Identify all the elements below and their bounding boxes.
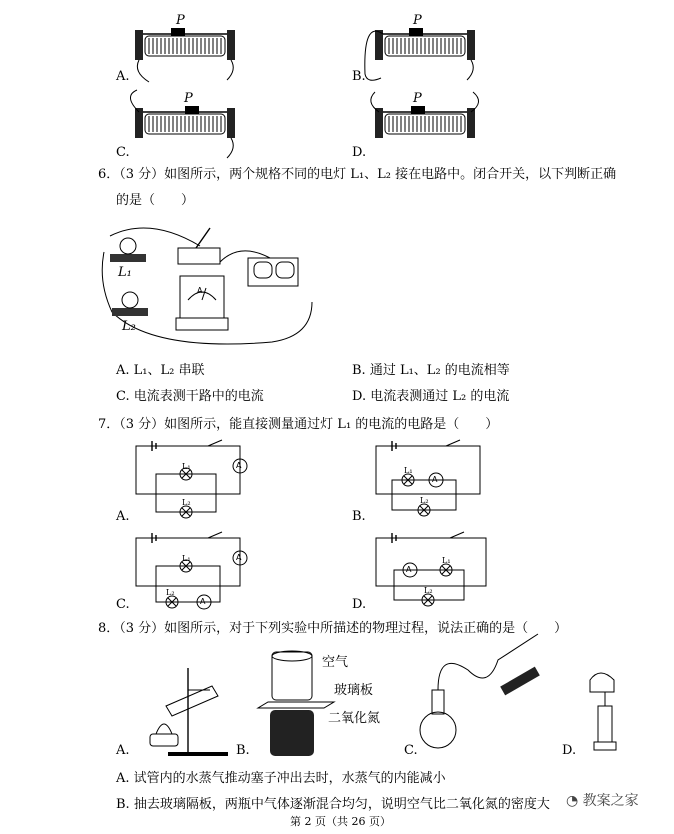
watermark (566, 790, 639, 810)
q7-c-meter2: A (200, 597, 206, 606)
q5-slider-label-b: P (413, 13, 422, 28)
q8-glass-label: 玻璃板 (334, 683, 374, 698)
q5-option-d[interactable]: D. (352, 145, 367, 160)
q6-option-b-text: 通过 L₁、L₂ 的电流相等 (369, 363, 510, 378)
q6-stem-line1: 6．（3 分）如图所示，两个规格不同的电灯 L₁、L₂ 接在电路中。闭合开关，以下判断正确 (98, 167, 617, 182)
q7-c-l1: L₁ (182, 554, 191, 563)
q7-a-l2: L₂ (182, 498, 191, 507)
q7-stem: 7．（3 分）如图所示，能直接测量通过灯 L₁ 的电流的电路是（ ） (98, 417, 499, 432)
wechat-icon: ◔ (566, 793, 579, 809)
page-footer: 第 2 页（共 26 页） (290, 815, 391, 828)
q8-option-a[interactable] (116, 772, 446, 785)
q8-no2-label: 二氧化氮 (328, 711, 381, 726)
q7-b-l2: L₂ (420, 496, 429, 505)
q6-option-d-text: 电流表测通过 L₂ 的电流 (370, 389, 510, 404)
q6-option-d-key: D. (352, 389, 367, 404)
q5-option-c[interactable]: C. (116, 145, 130, 160)
q6-l1-label: L₁ (118, 265, 132, 280)
q8-fig-key-c: C. (404, 743, 418, 758)
q7-d-meter: A (406, 565, 412, 574)
q7-option-c[interactable]: C. (116, 597, 130, 612)
q8-option-a-key: A. (116, 771, 130, 786)
watermark-text: 教案之家 (582, 793, 639, 809)
q7-a-l1: L₁ (182, 462, 191, 471)
q6-option-c-text: 电流表测干路中的电流 (133, 389, 264, 404)
q8-stem: 8．（3 分）如图所示，对于下列实验中所描述的物理过程，说法正确的是（ ） (98, 621, 568, 636)
q8-fig-d-pump (590, 673, 616, 750)
q7-c-l2: L₂ (166, 588, 175, 597)
q8-option-b[interactable] (116, 798, 550, 811)
q8-fig-key-b: B. (236, 743, 250, 758)
q7-d-l2: L₂ (424, 586, 433, 595)
q5-slider-label-a: P (176, 13, 185, 28)
q8-option-b-text: 抽去玻璃隔板，两瓶中气体逐渐混合均匀，说明空气比二氧化氮的密度大 (133, 797, 550, 812)
q7-option-b[interactable]: B. (352, 509, 366, 524)
q8-fig-a-test-tube (150, 668, 228, 756)
q8-option-b-key: B. (116, 797, 130, 812)
q5-option-a[interactable]: A. (116, 69, 130, 84)
q6-option-b-key: B. (352, 363, 366, 378)
q8-option-a-text: 试管内的水蒸气推动塞子冲出去时，水蒸气的内能减小 (133, 771, 446, 786)
q7-b-l1: L₁ (404, 466, 413, 475)
q5-slider-label-c: P (184, 91, 193, 106)
q6-option-c-key: C. (116, 389, 130, 404)
q8-fig-c-flask (420, 634, 540, 748)
q7-c-meter: A (236, 553, 242, 562)
q7-b-meter: A (432, 475, 438, 484)
q7-a-meter: A (236, 461, 242, 470)
q8-fig-key-a: A. (116, 743, 130, 758)
q6-stem-line2: 的是（ ） (116, 193, 195, 208)
q6-option-a-key: A. (116, 363, 130, 378)
q5-slider-label-d: P (413, 91, 422, 106)
q6-option-a-text: L₁、L₂ 串联 (133, 363, 205, 378)
q8-air-label: 空气 (322, 655, 349, 670)
q6-l2-label: L₂ (122, 319, 136, 334)
q8-fig-key-d: D. (562, 743, 577, 758)
q5-option-b[interactable]: B. (352, 69, 366, 84)
q7-d-l1: L₁ (442, 556, 451, 565)
q6-meter-label: A (197, 286, 203, 295)
q7-option-d[interactable]: D. (352, 597, 367, 612)
q7-option-a[interactable]: A. (116, 509, 130, 524)
